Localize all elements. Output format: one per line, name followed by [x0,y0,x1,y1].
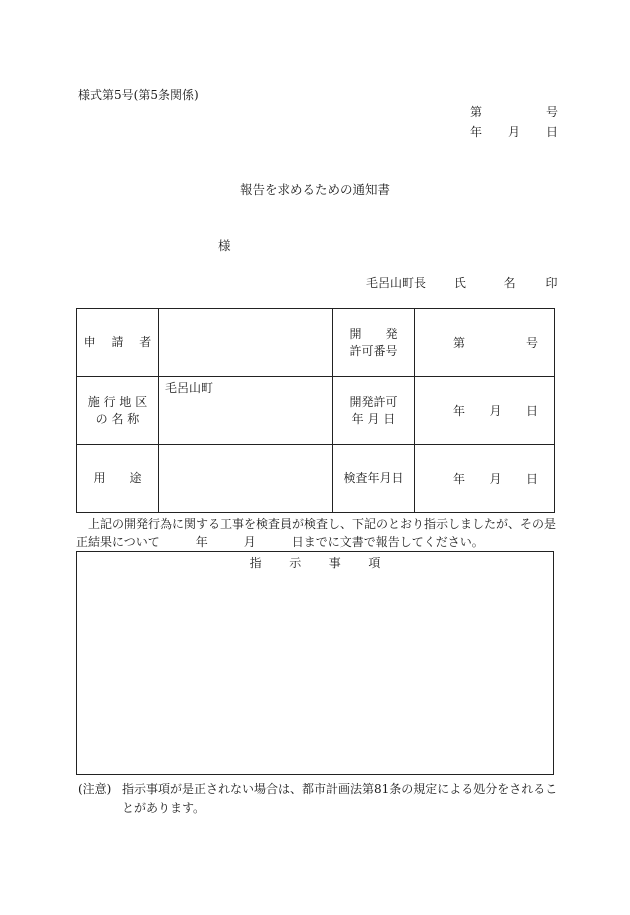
caution-note [78,780,558,818]
instructions-heading: 指示事項 [249,556,408,570]
notice-line-1: 上記の開発行為に関する工事を検査員が検査し、下記のとおり指示しましたが、その是 [88,517,557,531]
date-day: 日 [545,125,558,139]
addressee-suffix: 様 [218,238,231,253]
caution-line-2: とがあります。 [122,801,206,815]
date-year: 年 [470,125,483,139]
date-month: 月 [507,125,520,139]
permit-info-table [76,308,555,513]
document-title: 報告を求めるための通知書 [239,182,390,197]
sender-line [366,274,558,291]
purpose-value[interactable] [159,445,333,513]
site-name-value[interactable]: 毛呂山町 [159,377,333,445]
form-number: 様式第5号(第5条関係) [78,88,199,102]
seal-mark: 印 [545,276,558,290]
table-row-purpose [77,445,555,513]
label-purpose: 用 途 [77,445,159,513]
notice-text [76,515,556,551]
instructions-box[interactable] [76,551,554,775]
permit-number-value[interactable]: 第 号 [415,309,555,377]
label-inspection-date: 検査年月日 [333,445,415,513]
sender-name-label-2: 名 [503,276,516,290]
notice-line-2: 正結果について 年 月 日までに文書で報告してください。 [76,535,484,549]
document-date-line [470,123,558,140]
label-applicant: 申 請 者 [77,309,159,377]
applicant-value[interactable] [159,309,333,377]
label-permit-date: 開発許可 年 月 日 [333,377,415,445]
table-row-applicant [77,309,555,377]
label-site-name: 施 行 地 区 の 名 称 [77,377,159,445]
table-row-site [77,377,555,445]
permit-date-value[interactable]: 年 月 日 [415,377,555,445]
number-suffix: 号 [545,105,558,119]
number-prefix: 第 [470,105,483,119]
document-number-line [470,103,558,120]
inspection-date-value[interactable]: 年 月 日 [415,445,555,513]
sender-name-label-1: 氏 [453,276,466,290]
label-permit-number: 開 発 許可番号 [333,309,415,377]
caution-label: (注意) [78,782,112,796]
caution-line-1: 指示事項が是正されない場合は、都市計画法第81条の規定による処分をされるこ [122,782,558,796]
sender-title: 毛呂山町長 [366,276,427,290]
